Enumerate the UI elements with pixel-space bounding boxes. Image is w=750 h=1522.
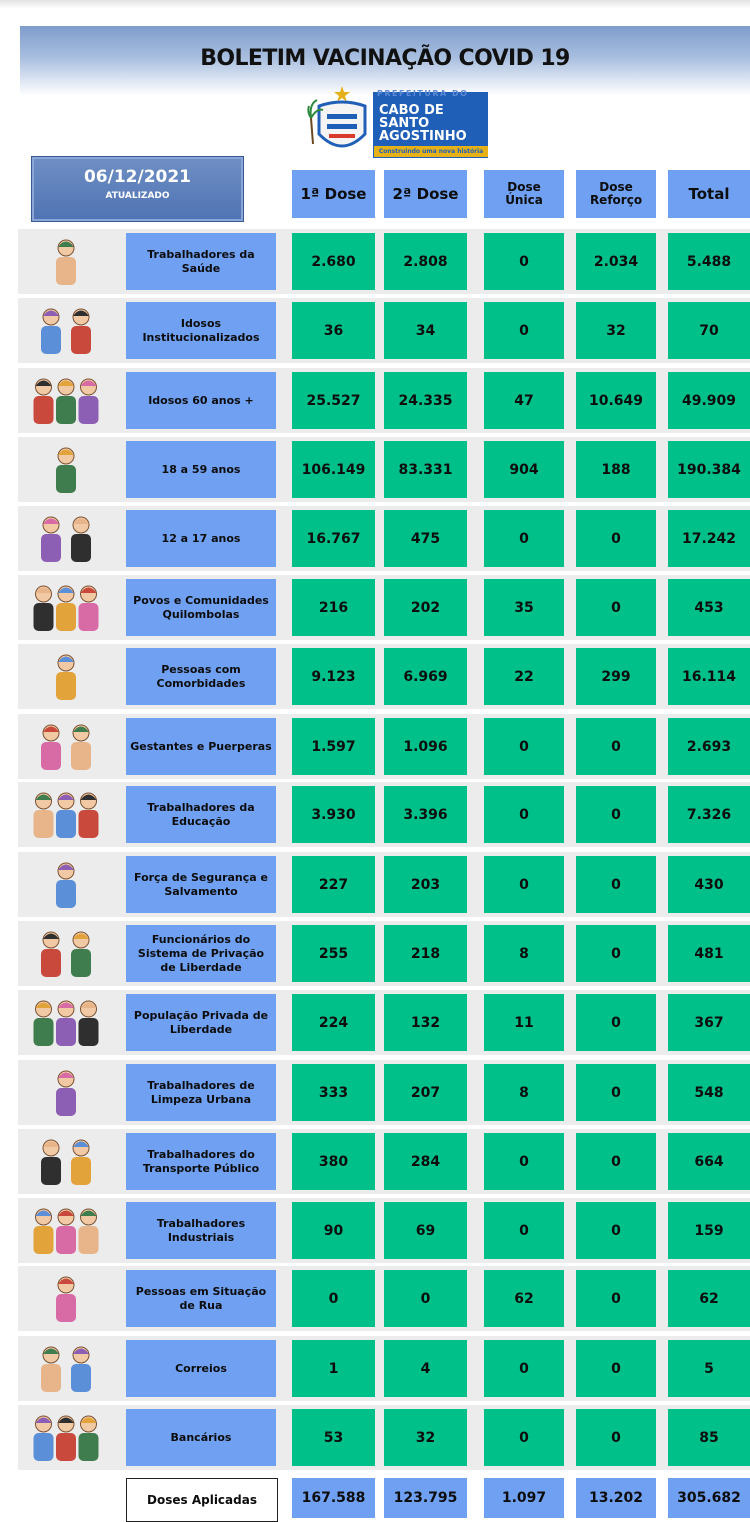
vaccine-vial-icon bbox=[21, 440, 111, 500]
cell-first-dose: 227 bbox=[292, 856, 375, 913]
logo-line-3: AGOSTINHO bbox=[379, 129, 467, 144]
police-firefighter-icon bbox=[21, 855, 111, 915]
cell-single-dose: 0 bbox=[484, 856, 564, 913]
cell-first-dose: 2.680 bbox=[292, 233, 375, 290]
cell-total: 367 bbox=[668, 994, 750, 1051]
teachers-icon bbox=[21, 785, 111, 845]
row-illustration bbox=[18, 786, 114, 843]
cell-single-dose: 8 bbox=[484, 925, 564, 982]
cell-total: 17.242 bbox=[668, 510, 750, 567]
cell-first-dose: 216 bbox=[292, 579, 375, 636]
cell-second-dose: 24.335 bbox=[384, 372, 467, 429]
row-label: Trabalhadores de Limpeza Urbana bbox=[126, 1064, 276, 1121]
row-label: 18 a 59 anos bbox=[126, 441, 276, 498]
cell-first-dose: 25.527 bbox=[292, 372, 375, 429]
row-label: Trabalhadores da Educação bbox=[126, 786, 276, 843]
homeless-person-icon bbox=[21, 1269, 111, 1329]
cell-second-dose: 6.969 bbox=[384, 648, 467, 705]
row-illustration bbox=[18, 1270, 114, 1327]
row-illustration bbox=[18, 510, 114, 567]
page-title: BOLETIM VACINAÇÃO COVID 19 bbox=[200, 46, 570, 71]
cell-first-dose: 16.767 bbox=[292, 510, 375, 567]
cell-booster-dose: 0 bbox=[576, 856, 656, 913]
health-workers-icon bbox=[21, 232, 111, 292]
row-label: Força de Segurança e Salvamento bbox=[126, 856, 276, 913]
row-illustration bbox=[18, 302, 114, 359]
cell-first-dose: 1 bbox=[292, 1340, 375, 1397]
cell-single-dose: 0 bbox=[484, 1340, 564, 1397]
cell-total: 5 bbox=[668, 1340, 750, 1397]
cell-second-dose: 3.396 bbox=[384, 786, 467, 843]
cell-booster-dose: 0 bbox=[576, 579, 656, 636]
cell-second-dose: 203 bbox=[384, 856, 467, 913]
row-illustration bbox=[18, 372, 114, 429]
row-label: Pessoas em Situação de Rua bbox=[126, 1270, 276, 1327]
cell-first-dose: 224 bbox=[292, 994, 375, 1051]
header-booster-dose: Dose Reforço bbox=[576, 170, 656, 218]
cell-booster-dose: 0 bbox=[576, 994, 656, 1051]
cell-total: 7.326 bbox=[668, 786, 750, 843]
elderly-couple-icon bbox=[21, 301, 111, 361]
total-second-dose: 123.795 bbox=[384, 1478, 467, 1518]
cell-single-dose: 62 bbox=[484, 1270, 564, 1327]
city-seal-icon bbox=[307, 84, 377, 162]
date-box bbox=[31, 156, 244, 222]
cell-first-dose: 0 bbox=[292, 1270, 375, 1327]
industrial-workers-icon bbox=[21, 1201, 111, 1261]
cell-booster-dose: 32 bbox=[576, 302, 656, 359]
cell-total: 453 bbox=[668, 579, 750, 636]
cell-second-dose: 4 bbox=[384, 1340, 467, 1397]
bus-icon bbox=[21, 1132, 111, 1192]
cell-single-dose: 0 bbox=[484, 233, 564, 290]
cell-booster-dose: 0 bbox=[576, 1409, 656, 1466]
row-label: Gestantes e Puerperas bbox=[126, 718, 276, 775]
cell-second-dose: 34 bbox=[384, 302, 467, 359]
cell-booster-dose: 188 bbox=[576, 441, 656, 498]
cell-second-dose: 132 bbox=[384, 994, 467, 1051]
cell-total: 62 bbox=[668, 1270, 750, 1327]
cell-single-dose: 0 bbox=[484, 302, 564, 359]
logo-slogan: Construindo uma nova história bbox=[374, 146, 488, 157]
row-label: Idosos 60 anos + bbox=[126, 372, 276, 429]
prison-staff-icon bbox=[21, 924, 111, 984]
row-illustration bbox=[18, 1064, 114, 1121]
cell-total: 16.114 bbox=[668, 648, 750, 705]
cell-total: 430 bbox=[668, 856, 750, 913]
cell-total: 70 bbox=[668, 302, 750, 359]
cell-total: 5.488 bbox=[668, 233, 750, 290]
cell-first-dose: 106.149 bbox=[292, 441, 375, 498]
cell-second-dose: 1.096 bbox=[384, 718, 467, 775]
cell-booster-dose: 0 bbox=[576, 1064, 656, 1121]
row-illustration bbox=[18, 856, 114, 913]
row-label: Correios bbox=[126, 1340, 276, 1397]
cell-first-dose: 90 bbox=[292, 1202, 375, 1259]
cell-second-dose: 202 bbox=[384, 579, 467, 636]
cell-total: 49.909 bbox=[668, 372, 750, 429]
cell-single-dose: 0 bbox=[484, 786, 564, 843]
header-total: Total bbox=[668, 170, 750, 218]
cell-first-dose: 53 bbox=[292, 1409, 375, 1466]
cell-second-dose: 284 bbox=[384, 1133, 467, 1190]
row-illustration bbox=[18, 718, 114, 775]
logo-line-1: CABO DE bbox=[379, 103, 444, 118]
prisoner-icon bbox=[21, 993, 111, 1053]
logo-small-text: PREFEITURA DO bbox=[377, 89, 469, 98]
row-label: Funcionários do Sistema de Privação de Liberdade bbox=[126, 925, 276, 982]
header-first-dose: 1ª Dose bbox=[292, 170, 375, 218]
row-label: Trabalhadores da Saúde bbox=[126, 233, 276, 290]
wheelchair-elder-icon bbox=[21, 371, 111, 431]
cell-booster-dose: 0 bbox=[576, 510, 656, 567]
cell-booster-dose: 10.649 bbox=[576, 372, 656, 429]
cell-second-dose: 0 bbox=[384, 1270, 467, 1327]
row-illustration bbox=[18, 579, 114, 636]
row-illustration bbox=[18, 233, 114, 290]
cell-second-dose: 2.808 bbox=[384, 233, 467, 290]
row-illustration bbox=[18, 1202, 114, 1259]
cell-first-dose: 333 bbox=[292, 1064, 375, 1121]
cell-first-dose: 36 bbox=[292, 302, 375, 359]
top-rule bbox=[0, 0, 750, 9]
pregnant-woman-icon bbox=[21, 717, 111, 777]
total-single-dose: 1.097 bbox=[484, 1478, 564, 1518]
cell-booster-dose: 0 bbox=[576, 1270, 656, 1327]
cell-second-dose: 83.331 bbox=[384, 441, 467, 498]
cell-single-dose: 0 bbox=[484, 1202, 564, 1259]
street-cleaner-icon bbox=[21, 1063, 111, 1123]
row-label: 12 a 17 anos bbox=[126, 510, 276, 567]
cell-single-dose: 0 bbox=[484, 718, 564, 775]
cell-booster-dose: 0 bbox=[576, 1202, 656, 1259]
row-illustration bbox=[18, 1340, 114, 1397]
row-illustration bbox=[18, 994, 114, 1051]
total-all-doses: 305.682 bbox=[668, 1478, 750, 1518]
city-logo bbox=[307, 84, 489, 162]
row-label: População Privada de Liberdade bbox=[126, 994, 276, 1051]
teenagers-icon bbox=[21, 509, 111, 569]
cell-second-dose: 218 bbox=[384, 925, 467, 982]
cell-booster-dose: 0 bbox=[576, 718, 656, 775]
total-first-dose: 167.588 bbox=[292, 1478, 375, 1518]
cell-second-dose: 69 bbox=[384, 1202, 467, 1259]
cell-first-dose: 255 bbox=[292, 925, 375, 982]
row-illustration bbox=[18, 1133, 114, 1190]
row-illustration bbox=[18, 925, 114, 982]
cell-total: 481 bbox=[668, 925, 750, 982]
cell-booster-dose: 0 bbox=[576, 786, 656, 843]
cell-single-dose: 0 bbox=[484, 1133, 564, 1190]
quilombola-people-icon bbox=[21, 578, 111, 638]
cell-total: 190.384 bbox=[668, 441, 750, 498]
row-illustration bbox=[18, 441, 114, 498]
total-label: Doses Aplicadas bbox=[126, 1478, 278, 1522]
cell-single-dose: 47 bbox=[484, 372, 564, 429]
header-single-dose: Dose Única bbox=[484, 170, 564, 218]
cell-first-dose: 1.597 bbox=[292, 718, 375, 775]
row-label: Idosos Institucionalizados bbox=[126, 302, 276, 359]
cell-single-dose: 11 bbox=[484, 994, 564, 1051]
cell-second-dose: 475 bbox=[384, 510, 467, 567]
cell-second-dose: 32 bbox=[384, 1409, 467, 1466]
cell-single-dose: 8 bbox=[484, 1064, 564, 1121]
cell-total: 159 bbox=[668, 1202, 750, 1259]
row-label: Bancários bbox=[126, 1409, 276, 1466]
cell-single-dose: 904 bbox=[484, 441, 564, 498]
cell-first-dose: 3.930 bbox=[292, 786, 375, 843]
cell-single-dose: 0 bbox=[484, 510, 564, 567]
total-booster-dose: 13.202 bbox=[576, 1478, 656, 1518]
cell-single-dose: 35 bbox=[484, 579, 564, 636]
row-label: Trabalhadores Industriais bbox=[126, 1202, 276, 1259]
cell-booster-dose: 0 bbox=[576, 1133, 656, 1190]
row-label: Trabalhadores do Transporte Público bbox=[126, 1133, 276, 1190]
cell-single-dose: 0 bbox=[484, 1409, 564, 1466]
update-date: 06/12/2021 bbox=[83, 167, 192, 187]
update-label: ATUALIZADO bbox=[105, 191, 170, 201]
cell-first-dose: 9.123 bbox=[292, 648, 375, 705]
row-label: Pessoas com Comorbidades bbox=[126, 648, 276, 705]
cell-total: 548 bbox=[668, 1064, 750, 1121]
child-portrait-icon bbox=[21, 647, 111, 707]
cell-booster-dose: 299 bbox=[576, 648, 656, 705]
cell-booster-dose: 0 bbox=[576, 925, 656, 982]
bank-building-icon bbox=[21, 1408, 111, 1468]
logo-line-2: SANTO bbox=[379, 116, 430, 131]
row-label: Povos e Comunidades Quilombolas bbox=[126, 579, 276, 636]
row-illustration bbox=[18, 1409, 114, 1466]
cell-total: 2.693 bbox=[668, 718, 750, 775]
cell-second-dose: 207 bbox=[384, 1064, 467, 1121]
cell-booster-dose: 0 bbox=[576, 1340, 656, 1397]
row-illustration bbox=[18, 648, 114, 705]
cell-first-dose: 380 bbox=[292, 1133, 375, 1190]
cell-total: 664 bbox=[668, 1133, 750, 1190]
cell-booster-dose: 2.034 bbox=[576, 233, 656, 290]
header-second-dose: 2ª Dose bbox=[384, 170, 467, 218]
cell-total: 85 bbox=[668, 1409, 750, 1466]
cell-single-dose: 22 bbox=[484, 648, 564, 705]
postal-truck-icon bbox=[21, 1339, 111, 1399]
